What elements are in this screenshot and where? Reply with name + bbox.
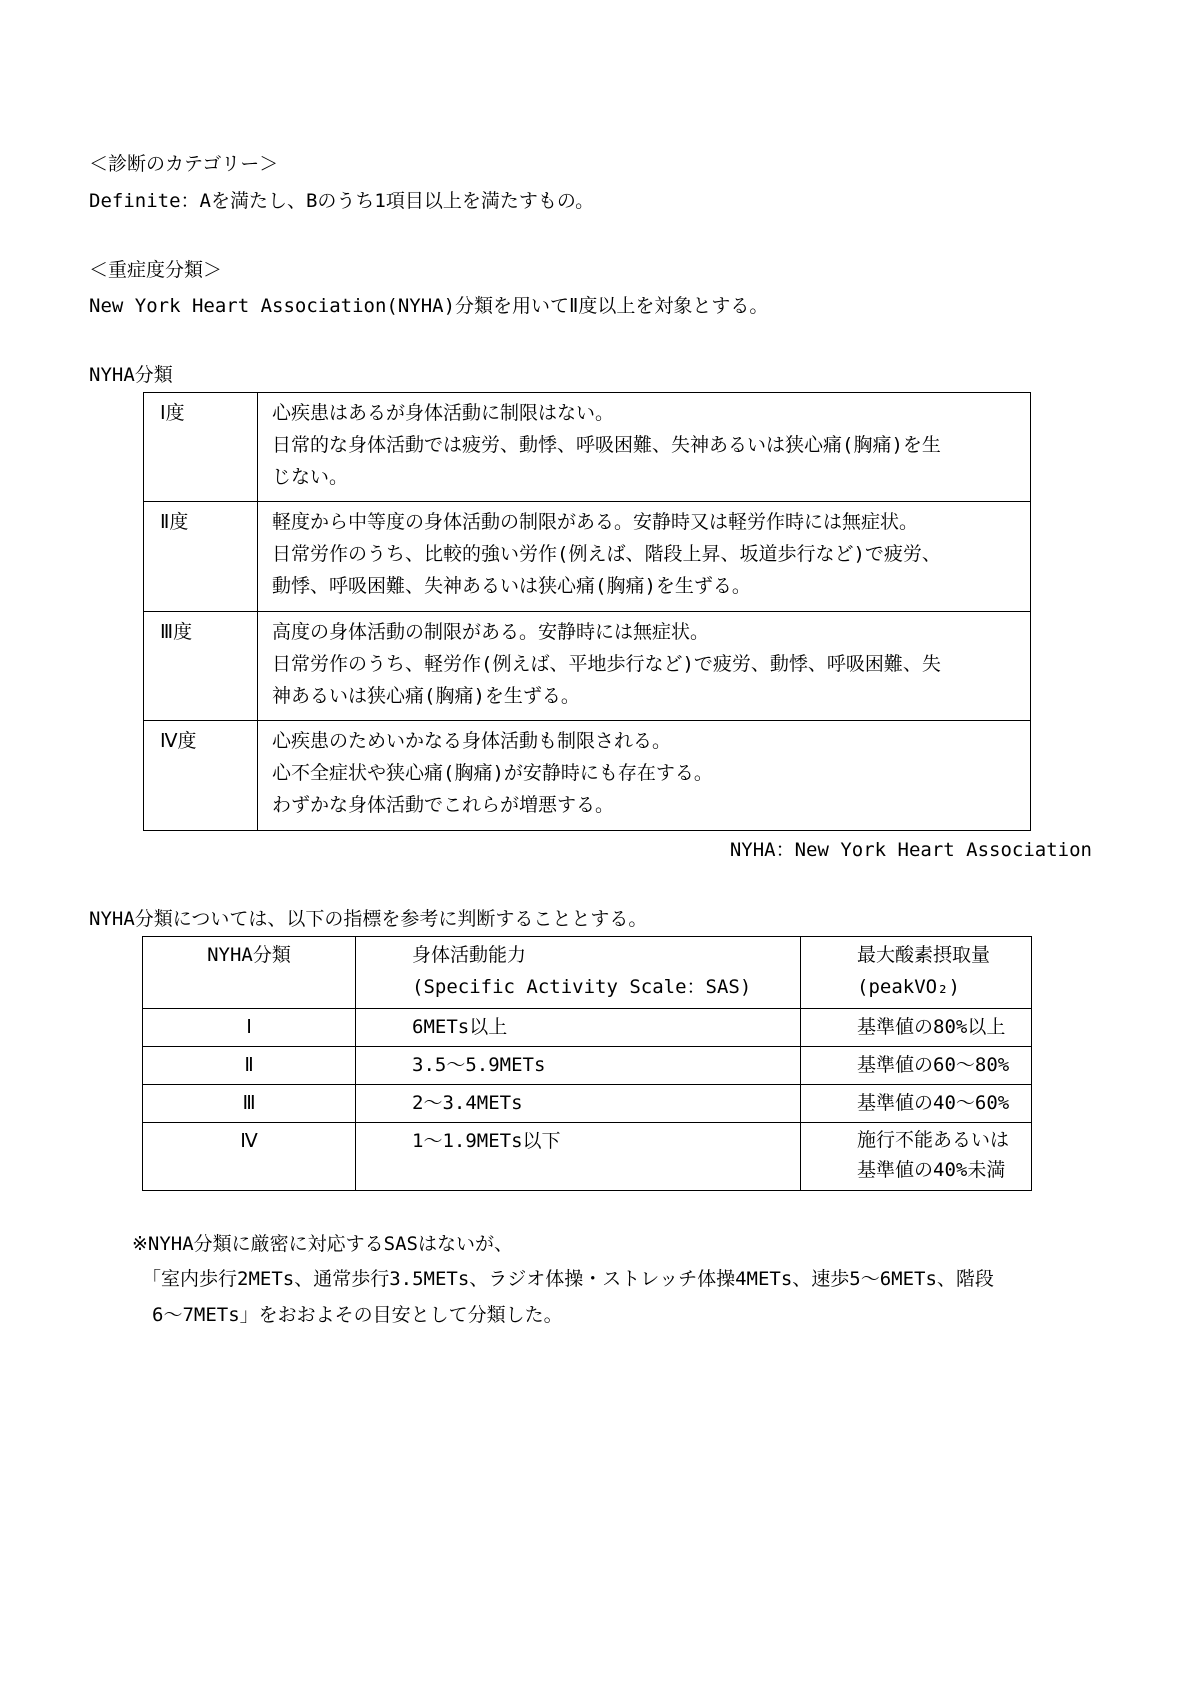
vo2-line: 施行不能あるいは (857, 1129, 1010, 1151)
description-line: じない。 (272, 466, 349, 488)
grade-cell: Ⅲ度 (144, 612, 258, 721)
table-row (143, 1085, 1032, 1123)
table-row (143, 1123, 1032, 1191)
definite-text: Definite：Aを満たし、Bのうち1項目以上を満たすもの。 (89, 190, 595, 212)
description-line: 心不全症状や狭心痛(胸痛)が安静時にも存在する。 (272, 762, 713, 784)
sas-cell: 2～3.4METs (356, 1085, 801, 1123)
table-header-row (143, 937, 1032, 1009)
description-line: 日常労作のうち、軽労作(例えば、平地歩行など)で疲労、動悸、呼吸困難、失 (272, 653, 941, 675)
vo2-line: 基準値の40%未満 (857, 1159, 1006, 1181)
table-row (144, 612, 1031, 721)
nyha-classification-table (143, 392, 1031, 831)
description-line: 日常労作のうち、比較的強い労作(例えば、階段上昇、坂道歩行など)で疲労、 (272, 543, 941, 565)
criteria-table (142, 936, 1032, 1191)
class-cell: Ⅲ (143, 1085, 356, 1123)
note-line-3: 6～7METs」をおおよその目安として分類した。 (152, 1304, 563, 1326)
header-sas (356, 937, 801, 1009)
description-cell (258, 393, 1031, 502)
description-cell (258, 721, 1031, 831)
sas-cell: 1～1.9METs以下 (356, 1123, 801, 1191)
description-cell (258, 502, 1031, 612)
severity-heading: ＜重症度分類＞ (89, 259, 223, 281)
description-cell (258, 612, 1031, 721)
vo2-cell: 基準値の80%以上 (801, 1009, 1032, 1047)
class-cell: Ⅱ (143, 1047, 356, 1085)
note-line-2: 「室内歩行2METs、通常歩行3.5METs、ラジオ体操・ストレッチ体操4METs、速歩5～6METs、階段 (142, 1268, 994, 1290)
table-row (143, 1047, 1032, 1085)
description-line: 高度の身体活動の制限がある。安静時には無症状。 (272, 621, 710, 643)
table-row (143, 1009, 1032, 1047)
vo2-cell (801, 1123, 1032, 1191)
grade-cell: Ⅳ度 (144, 721, 258, 831)
criteria-intro: NYHA分類については、以下の指標を参考に判断することとする。 (89, 908, 648, 930)
vo2-cell: 基準値の40～60% (801, 1085, 1032, 1123)
table-row (144, 393, 1031, 502)
header-vo2 (801, 937, 1032, 1009)
sas-cell: 3.5～5.9METs (356, 1047, 801, 1085)
header-sas-line2: (Specific Activity Scale：SAS) (412, 976, 752, 998)
header-nyha: NYHA分類 (143, 937, 356, 1009)
description-line: 軽度から中等度の身体活動の制限がある。安静時又は軽労作時には無症状。 (272, 511, 919, 533)
description-line: 神あるいは狭心痛(胸痛)を生ずる。 (272, 685, 580, 707)
diagnosis-heading: ＜診断のカテゴリー＞ (89, 153, 279, 175)
header-sas-line1: 身体活動能力 (412, 944, 527, 966)
sas-cell: 6METs以上 (356, 1009, 801, 1047)
description-line: 動悸、呼吸困難、失神あるいは狭心痛(胸痛)を生ずる。 (272, 575, 751, 597)
description-line: 心疾患はあるが身体活動に制限はない。 (272, 402, 615, 424)
table-row (144, 721, 1031, 831)
nyha-table-title: NYHA分類 (89, 364, 173, 386)
vo2-cell: 基準値の60～80% (801, 1047, 1032, 1085)
description-line: 日常的な身体活動では疲労、動悸、呼吸困難、失神あるいは狭心痛(胸痛)を生 (272, 434, 941, 456)
grade-cell: Ⅰ度 (144, 393, 258, 502)
header-vo2-line1: 最大酸素摂取量 (857, 944, 991, 966)
table-row (144, 502, 1031, 612)
nyha-caption: NYHA：New York Heart Association (729, 839, 1092, 861)
class-cell: Ⅳ (143, 1123, 356, 1191)
description-line: 心疾患のためいかなる身体活動も制限される。 (272, 730, 672, 752)
header-vo2-line2: (peakVO₂) (857, 976, 960, 998)
grade-cell: Ⅱ度 (144, 502, 258, 612)
severity-intro: New York Heart Association(NYHA)分類を用いてⅡ度以上を対象とする。 (89, 295, 769, 317)
class-cell: Ⅰ (143, 1009, 356, 1047)
note-line-1: ※NYHA分類に厳密に対応するSASはないが、 (132, 1233, 513, 1255)
description-line: わずかな身体活動でこれらが増悪する。 (272, 794, 615, 816)
